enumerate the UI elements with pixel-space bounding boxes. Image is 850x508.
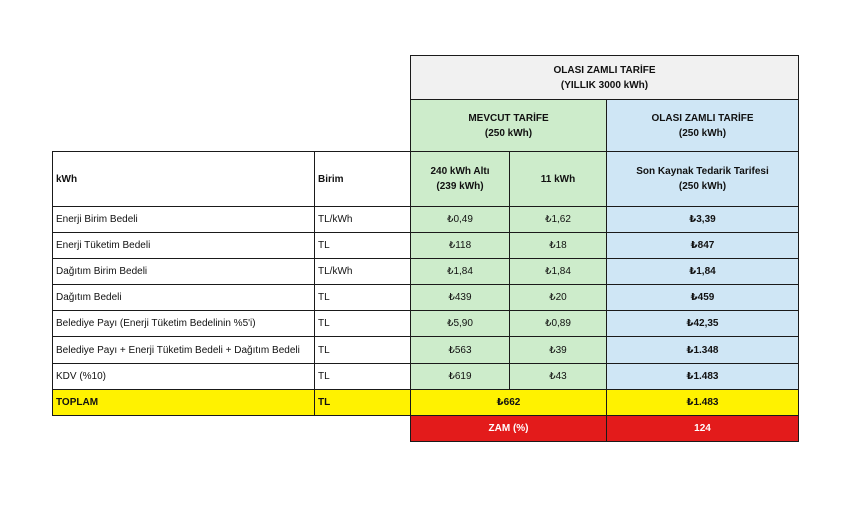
row-unit: TL/kWh [314,206,411,233]
row-unit: TL [314,232,411,259]
row-tier1-value: ₺0,49 [410,206,510,233]
row-label: Belediye Payı + Enerji Tüketim Bedeli + Dağıtım Bedeli [52,336,315,364]
row-tier2-value: ₺20 [509,284,607,311]
column-header-last-resort [606,151,799,207]
row-tier1-value: ₺5,90 [410,310,510,337]
table-subtitle: (YILLIK 3000 kWh) [560,79,649,91]
total-label: TOPLAM [52,389,315,416]
row-tier1-value: ₺619 [410,363,510,390]
row-unit: TL [314,336,411,364]
row-last-resort-value: ₺1.483 [606,363,799,390]
column-header-tier1-line2: (239 kWh) [436,181,484,192]
row-unit: TL [314,284,411,311]
row-unit: TL/kWh [314,258,411,285]
row-last-resort-value: ₺1,84 [606,258,799,285]
row-label: Dağıtım Birim Bedeli [52,258,315,285]
row-last-resort-value: ₺1.348 [606,336,799,364]
column-header-kwh-text: kWh [56,173,78,185]
total-unit: TL [314,389,411,416]
row-tier1-value: ₺118 [410,232,510,259]
row-last-resort-value: ₺847 [606,232,799,259]
column-header-tier1 [410,151,510,207]
column-header-tier2 [509,151,607,207]
current-tariff-title: MEVCUT TARİFE [468,112,549,124]
row-tier2-value: ₺43 [509,363,607,390]
column-header-unit [314,151,411,207]
row-tier2-value: ₺0,89 [509,310,607,337]
column-header-last-resort-line1: Son Kaynak Tedarik Tarifesi [636,166,769,177]
row-last-resort-value: ₺42,35 [606,310,799,337]
column-header-tier2-text: 11 kWh [540,173,576,185]
row-label: Dağıtım Bedeli [52,284,315,311]
current-tariff-header [410,99,607,152]
table-title: OLASI ZAMLI TARİFE [553,64,656,76]
current-tariff-subtitle: (250 kWh) [484,127,533,139]
proposed-tariff-title: OLASI ZAMLI TARİFE [651,112,754,124]
row-unit: TL [314,310,411,337]
column-header-tier1-line1: 240 kWh Altı [430,166,490,177]
row-tier2-value: ₺1,84 [509,258,607,285]
row-label: Belediye Payı (Enerji Tüketim Bedelinin %5'i) [52,310,315,337]
row-tier1-value: ₺563 [410,336,510,364]
row-tier2-value: ₺18 [509,232,607,259]
proposed-tariff-header [606,99,799,152]
row-last-resort-value: ₺3,39 [606,206,799,233]
increase-label: ZAM (%) [410,415,607,442]
column-header-last-resort-line2: (250 kWh) [678,181,727,192]
row-last-resort-value: ₺459 [606,284,799,311]
row-tier1-value: ₺1,84 [410,258,510,285]
total-current-value: ₺662 [410,389,607,416]
row-label: Enerji Tüketim Bedeli [52,232,315,259]
increase-value: 124 [606,415,799,442]
proposed-tariff-subtitle: (250 kWh) [678,127,727,139]
row-tier2-value: ₺39 [509,336,607,364]
row-tier2-value: ₺1,62 [509,206,607,233]
column-header-kwh [52,151,315,207]
table-title-header [410,55,799,100]
total-last-resort-value: ₺1.483 [606,389,799,416]
row-unit: TL [314,363,411,390]
row-tier1-value: ₺439 [410,284,510,311]
column-header-unit-text: Birim [318,173,344,185]
row-label: KDV (%10) [52,363,315,390]
row-label: Enerji Birim Bedeli [52,206,315,233]
